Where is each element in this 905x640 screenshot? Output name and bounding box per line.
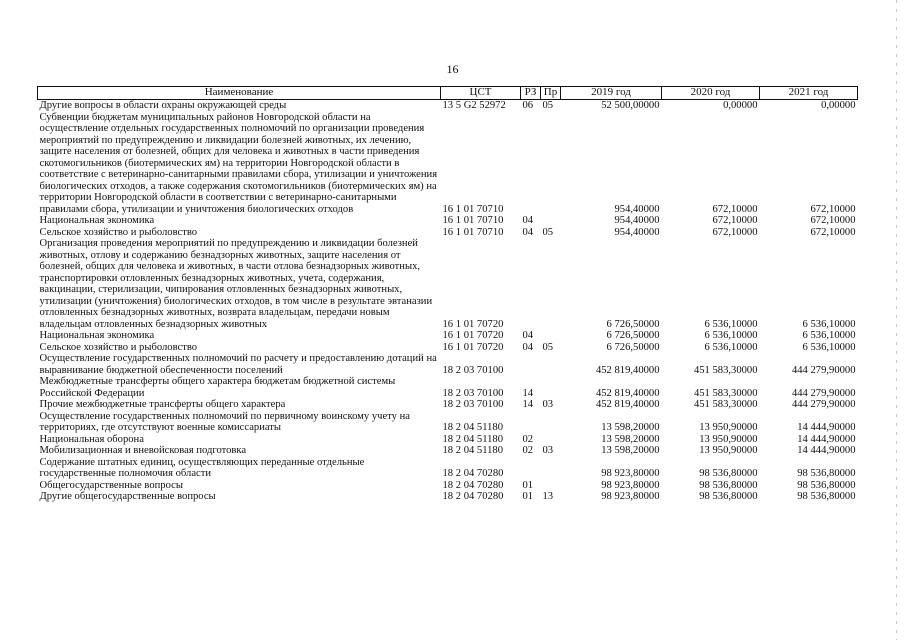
- cell-pr: 03: [542, 445, 554, 456]
- cell-y2020: 6 536,10000: [704, 341, 758, 353]
- cell-cst: 18 2 04 70280: [442, 479, 504, 491]
- cell-rz: 01: [522, 491, 534, 502]
- cell-name: Организация проведения мероприятий по предупреждению и ликвидации болезней животных, отлову и содержанию безнадзорных животных, защите населения от болезней, общих для человека и животных, в части отлова безнадзорных животных, транспортировки отловленных безнадзорных животных, учета, содержания, вакцинации, стерилизации, чипирования отловленных безнадзорных животных, утилизации (уничтожения) биологических отходов, в том числе в результате эвтаназии отловленных безнадзорных животных, возврата владельцам, передачи новым владельцам отловленных безнадзорных животных: [39, 238, 433, 330]
- cell-y2021: 672,10000: [810, 203, 856, 215]
- cell-rz: [521, 112, 541, 216]
- cell-pr: [541, 112, 561, 216]
- cell-cst: 18 2 03 70100: [442, 364, 504, 376]
- cell-y2019: 452 819,40000: [595, 364, 660, 376]
- cell-name: Межбюджетные трансферты общего характера бюджетам бюджетной системы Российской Федерации: [39, 376, 396, 399]
- table-row: [38, 457, 858, 480]
- cell-y2019: 6 726,50000: [606, 318, 660, 330]
- table-row: [38, 480, 858, 492]
- cell-cst: 18 2 04 51180: [442, 445, 504, 456]
- cell-cst: 16 1 01 70720: [442, 318, 504, 330]
- table-row: [38, 491, 858, 503]
- cell-pr: 05: [542, 100, 554, 111]
- table-row: [38, 445, 858, 457]
- cell-y2019: 98 923,80000: [601, 479, 660, 491]
- cell-name: Осуществление государственных полномочий по расчету и предоставлению дотаций на выравнивание бюджетной обеспеченности поселений: [39, 353, 437, 376]
- cell-y2019: 954,40000: [614, 226, 660, 238]
- cell-y2020: 451 583,30000: [693, 387, 758, 399]
- cell-name: Мобилизационная и вневойсковая подготовка: [39, 445, 247, 456]
- cell-rz: 02: [522, 433, 534, 445]
- table-header-row: [38, 87, 858, 100]
- cell-name: Прочие межбюджетные трансферты общего характера: [39, 399, 286, 410]
- cell-y2020: 98 536,80000: [699, 491, 758, 502]
- cell-name: Общегосударственные вопросы: [39, 479, 183, 491]
- cell-y2019: 6 726,50000: [606, 330, 660, 341]
- cell-cst: 16 1 01 70710: [442, 215, 504, 226]
- cell-y2020: 6 536,10000: [704, 318, 758, 330]
- cell-y2019: 452 819,40000: [595, 387, 660, 399]
- cell-y2021: 6 536,10000: [802, 330, 856, 341]
- cell-cst: 18 2 04 51180: [442, 422, 504, 433]
- cell-cst: 16 1 01 70720: [442, 330, 504, 341]
- cell-cst: 16 1 01 70720: [442, 341, 504, 353]
- table-row: [38, 353, 858, 376]
- cell-y2020: 98 536,80000: [699, 468, 758, 479]
- table-row: [38, 215, 858, 227]
- cell-y2021: 672,10000: [810, 226, 856, 238]
- cell-cst: 18 2 04 70280: [442, 468, 504, 479]
- cell-y2019: 452 819,40000: [595, 399, 660, 410]
- cell-y2020: 672,10000: [712, 203, 758, 215]
- cell-pr: 05: [542, 226, 554, 238]
- scan-edge-artifact: [896, 0, 897, 640]
- header-2020: 2020 год: [662, 87, 760, 100]
- cell-pr: [541, 457, 561, 480]
- cell-rz: 04: [522, 341, 534, 353]
- cell-name: Национальная оборона: [39, 433, 144, 445]
- cell-pr: [541, 411, 561, 434]
- cell-y2021: 672,10000: [810, 215, 856, 226]
- cell-pr: [541, 434, 561, 446]
- cell-y2021: 98 536,80000: [797, 468, 856, 479]
- header-cst: ЦСТ: [441, 87, 521, 100]
- cell-pr: [541, 480, 561, 492]
- header-rz: РЗ: [521, 87, 541, 100]
- header-pr: Пр: [541, 87, 561, 100]
- cell-rz: [521, 457, 541, 480]
- cell-name: Содержание штатных единиц, осуществляющих переданные отдельные государственные полномочия области: [39, 456, 365, 479]
- cell-rz: [521, 353, 541, 376]
- cell-y2021: 14 444,90000: [797, 422, 856, 433]
- cell-pr: [541, 376, 561, 399]
- cell-rz: 14: [522, 399, 534, 410]
- cell-y2019: 98 923,80000: [601, 491, 660, 502]
- cell-y2020: 0,00000: [723, 100, 758, 111]
- table-row: [38, 227, 858, 239]
- cell-rz: [521, 238, 541, 330]
- table-row: [38, 434, 858, 446]
- cell-y2019: 954,40000: [614, 215, 660, 226]
- cell-y2021: 444 279,90000: [791, 364, 856, 376]
- cell-pr: 13: [542, 491, 554, 502]
- cell-rz: 01: [522, 479, 534, 491]
- cell-rz: 04: [522, 226, 534, 238]
- header-2019: 2019 год: [561, 87, 662, 100]
- page-number: 16: [446, 62, 459, 76]
- table-row: [38, 112, 858, 216]
- cell-y2019: 954,40000: [614, 203, 660, 215]
- cell-y2020: 98 536,80000: [699, 479, 758, 491]
- cell-y2019: 13 598,20000: [601, 433, 660, 445]
- cell-y2020: 451 583,30000: [693, 364, 758, 376]
- cell-y2021: 6 536,10000: [802, 341, 856, 353]
- cell-name: Сельское хозяйство и рыболовство: [39, 226, 198, 238]
- cell-y2019: 98 923,80000: [601, 468, 660, 479]
- cell-y2019: 52 500,00000: [601, 100, 660, 111]
- cell-y2021: 98 536,80000: [797, 479, 856, 491]
- cell-y2019: 13 598,20000: [601, 445, 660, 456]
- cell-cst: 16 1 01 70710: [442, 203, 504, 215]
- table-row: [38, 100, 858, 112]
- cell-y2020: 13 950,90000: [699, 433, 758, 445]
- cell-y2020: 13 950,90000: [699, 445, 758, 456]
- cell-y2020: 672,10000: [712, 226, 758, 238]
- cell-y2020: 672,10000: [712, 215, 758, 226]
- cell-pr: [541, 215, 561, 227]
- cell-cst: 13 5 G2 52972: [442, 100, 506, 111]
- cell-y2020: 451 583,30000: [693, 399, 758, 410]
- budget-table: [37, 86, 858, 503]
- cell-pr: [541, 353, 561, 376]
- cell-y2021: 98 536,80000: [797, 491, 856, 502]
- header-2021: 2021 год: [760, 87, 858, 100]
- cell-y2020: 13 950,90000: [699, 422, 758, 433]
- table-row: [38, 399, 858, 411]
- table-row: [38, 342, 858, 354]
- cell-name: Другие общегосударственные вопросы: [39, 491, 216, 502]
- cell-name: Национальная экономика: [39, 330, 155, 341]
- cell-rz: 02: [522, 445, 534, 456]
- cell-y2019: 6 726,50000: [606, 341, 660, 353]
- cell-y2021: 444 279,90000: [791, 387, 856, 399]
- table-row: [38, 330, 858, 342]
- cell-y2019: 13 598,20000: [601, 422, 660, 433]
- cell-pr: 05: [542, 341, 554, 353]
- cell-name: Национальная экономика: [39, 215, 155, 226]
- cell-name: Субвенции бюджетам муниципальных районов Новгородской области на осуществление отдельных государственных полномочий по организации проведения мероприятий по предупреждению и ликвидации болезней животных, их лечению, защите населения от болезней, общих для человека и животных в части приведения скотомогильников (биотермических ям) на территории Новгородской области в соответствие с ветеринарно-санитарными правилами сбора, утилизации и уничтожения биологических отходов, а также содержания скотомогильников (биотермических ям) на территории Новгородской области в соответствии с ветеринарно-санитарными правилами сбора, утилизации и уничтожения биологических отходов: [39, 111, 438, 215]
- cell-rz: 04: [522, 215, 534, 226]
- cell-y2021: 6 536,10000: [802, 318, 856, 330]
- cell-y2021: 14 444,90000: [797, 433, 856, 445]
- cell-rz: 04: [522, 330, 534, 341]
- cell-rz: [521, 411, 541, 434]
- cell-y2021: 444 279,90000: [791, 399, 856, 410]
- cell-rz: 14: [522, 387, 534, 399]
- table-body: [38, 100, 858, 503]
- cell-name: Сельское хозяйство и рыболовство: [39, 341, 198, 353]
- cell-name: Другие вопросы в области охраны окружающей среды: [39, 100, 287, 111]
- cell-y2021: 0,00000: [821, 100, 856, 111]
- cell-cst: 18 2 04 51180: [442, 433, 504, 445]
- cell-pr: [541, 330, 561, 342]
- cell-rz: 06: [522, 100, 534, 111]
- cell-cst: 18 2 04 70280: [442, 491, 504, 502]
- header-name: Наименование: [38, 87, 441, 100]
- table-row: [38, 411, 858, 434]
- cell-pr: [541, 238, 561, 330]
- cell-name: Осуществление государственных полномочий по первичному воинскому учету на территориях, где отсутствуют военные комиссариаты: [39, 410, 410, 433]
- cell-cst: 18 2 03 70100: [442, 387, 504, 399]
- cell-y2020: 6 536,10000: [704, 330, 758, 341]
- cell-y2021: 14 444,90000: [797, 445, 856, 456]
- cell-pr: 03: [542, 399, 554, 410]
- cell-cst: 16 1 01 70710: [442, 226, 504, 238]
- cell-cst: 18 2 03 70100: [442, 399, 504, 410]
- table-row: [38, 376, 858, 399]
- table-row: [38, 238, 858, 330]
